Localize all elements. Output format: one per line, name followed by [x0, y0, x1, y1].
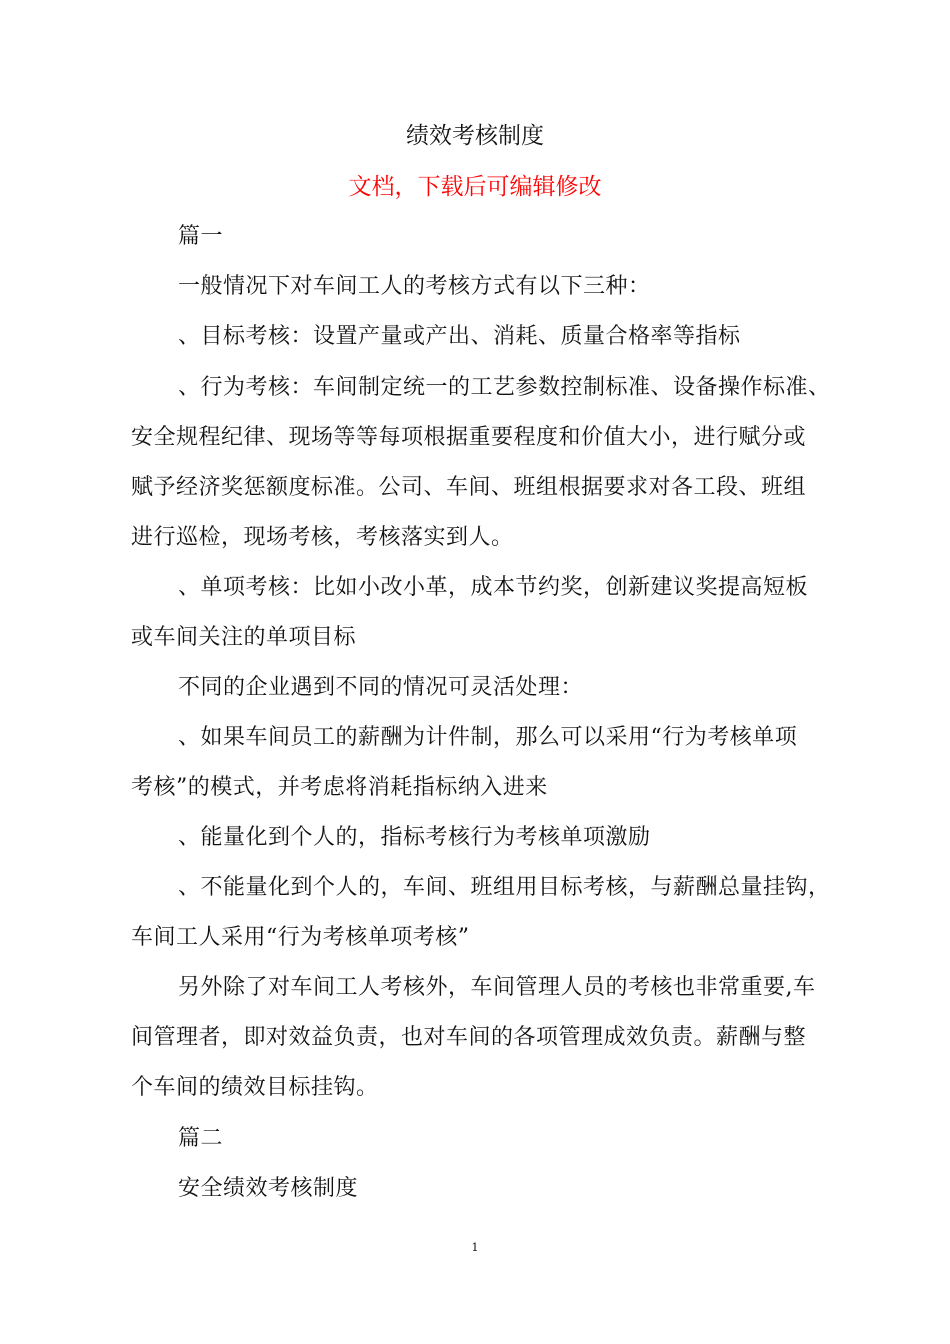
paragraph-line: 、不能量化到个人的，车间、班组用目标考核，与薪酬总量挂钩， [178, 875, 831, 900]
paragraph-line: 、能量化到个人的，指标考核行为考核单项激励 [178, 825, 651, 850]
document-subtitle: 文档，下载后可编辑修改 [348, 174, 602, 200]
paragraph-line: 考核”的模式，并考虑将消耗指标纳入进来 [131, 775, 548, 800]
paragraph-line: 个车间的绩效目标挂钩。 [131, 1075, 379, 1100]
paragraph-line: 、行为考核：车间制定统一的工艺参数控制标准、设备操作标准、 [178, 375, 831, 400]
paragraph-line: 或车间关注的单项目标 [131, 625, 357, 650]
paragraph-line: 、如果车间员工的薪酬为计件制，那么可以采用“行为考核单项 [178, 725, 798, 750]
paragraph-line: 间管理者，即对效益负责，也对车间的各项管理成效负责。薪酬与整 [131, 1025, 807, 1050]
paragraph-line: 不同的企业遇到不同的情况可灵活处理： [178, 675, 584, 700]
section-heading: 篇一 [178, 224, 224, 249]
paragraph-line: 、目标考核：设置产量或产出、消耗、质量合格率等指标 [178, 324, 741, 349]
paragraph-line: 车间工人采用“行为考核单项考核” [131, 925, 470, 950]
section-heading: 篇二 [178, 1126, 224, 1151]
paragraph-line: 另外除了对车间工人考核外，车间管理人员的考核也非常重要,车 [178, 975, 816, 1000]
paragraph-line: 安全规程纪律、现场等等每项根据重要程度和价值大小，进行赋分或 [131, 425, 807, 450]
paragraph-line: 、单项考核：比如小改小革，成本节约奖，创新建议奖提高短板 [178, 575, 809, 600]
paragraph-line: 进行巡检，现场考核，考核落实到人。 [131, 525, 514, 550]
paragraph-line: 安全绩效考核制度 [178, 1176, 359, 1201]
paragraph-line: 赋予经济奖惩额度标准。公司、车间、班组根据要求对各工段、班组 [131, 475, 807, 500]
page-number: 1 [471, 1241, 479, 1254]
document-title: 绩效考核制度 [406, 123, 544, 149]
paragraph-line: 一般情况下对车间工人的考核方式有以下三种： [178, 274, 651, 299]
